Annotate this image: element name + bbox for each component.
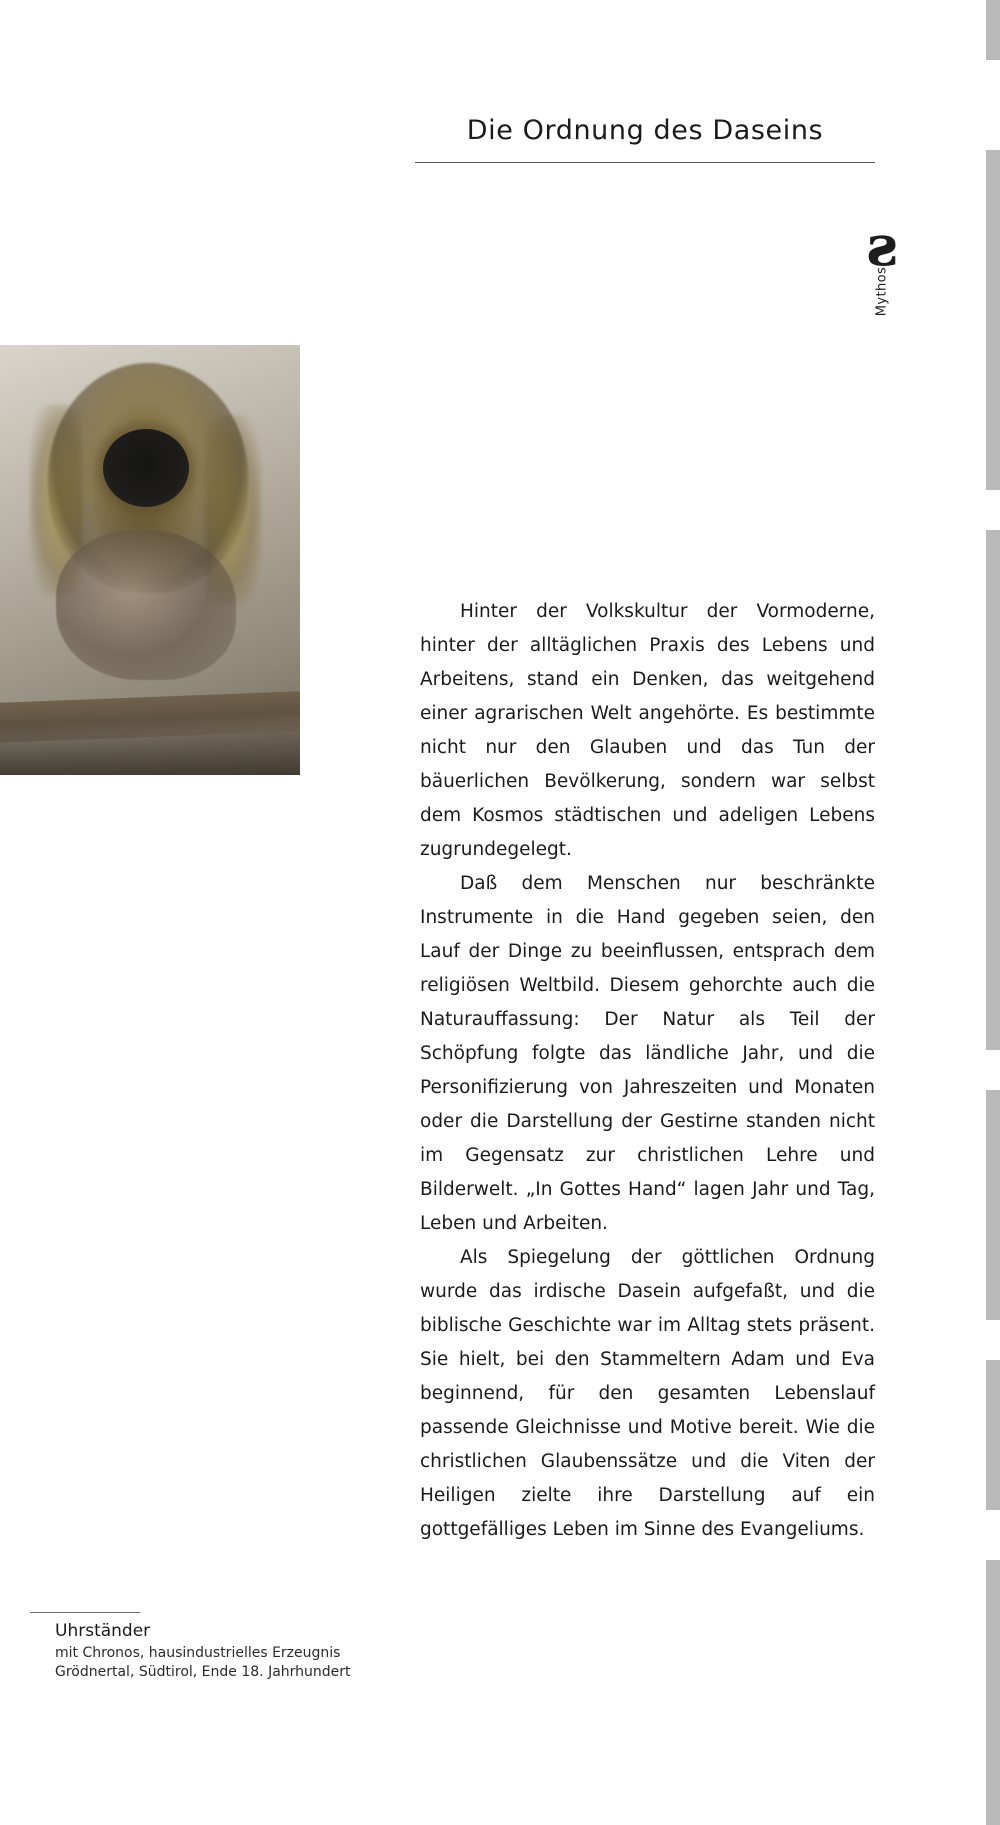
illustration-photo	[0, 345, 300, 775]
caption-divider	[30, 1612, 140, 1613]
body-text-column	[420, 595, 875, 1547]
photo-bottom-shadow	[0, 715, 300, 775]
body-paragraph: Daß dem Menschen nur beschränkte Instrumente in die Hand gegeben seien, den Lauf der Dinge zu beeinflussen, entsprach dem religiösen Weltbild. Diesem gehorchte auch die Naturauffassung: Der Natur als Teil der Schöpfung folgte das ländliche Jahr, und die Personifizierung von Jahreszeiten und Monaten oder die Darstellung der Gestirne standen nicht im Gegensatz zur christlichen Lehre und Bilderwelt. „In Gottes Hand“ lagen Jahr und Tag, Leben und Arbeiten.	[420, 873, 875, 1234]
caption-line-2: mit Chronos, hausindustrielles Erzeugnis	[55, 1645, 341, 1661]
page-edge-artifact	[986, 150, 1000, 490]
page-title: Die Ordnung des Daseins	[466, 115, 824, 146]
mythos-glyph-icon: ƨ	[866, 213, 898, 279]
title-divider	[415, 162, 875, 163]
margin-chapter-label: Mythos	[874, 266, 890, 317]
page-edge-artifact	[986, 0, 1000, 60]
body-paragraph: Hinter der Volkskultur der Vormoderne, hinter der alltäglichen Praxis des Lebens und Arbeitens, stand ein Denken, das weitgehend einer agrarischen Welt angehörte. Es bestimmte nicht nur den Glauben und das Tun der bäuerlichen Bevölkerung, sondern war selbst dem Kosmos städtischen und adeligen Lebens zugrundegelegt.	[420, 601, 875, 860]
body-paragraph: Als Spiegelung der göttlichen Ordnung wurde das irdische Dasein aufgefaßt, und die biblische Geschichte war im Alltag stets präsent. Sie hielt, bei den Stammeltern Adam und Eva beginnend, für den gesamten Lebenslauf passende Gleichnisse und Motive bereit. Wie die christlichen Glaubenssätze und die Viten der Heiligen zielte ihre Darstellung auf ein gottgefälliges Leben im Sinne des Evangeliums.	[420, 1247, 875, 1540]
page-edge-artifact	[986, 1560, 1000, 1825]
page-edge-artifact	[986, 1090, 1000, 1320]
photo-clock-opening	[103, 429, 189, 507]
caption-line-3: Grödnertal, Südtirol, Ende 18. Jahrhundert	[55, 1664, 351, 1680]
margin-chapter-marker	[862, 213, 902, 368]
page-edge-artifact	[986, 1360, 1000, 1510]
caption-title: Uhrständer	[55, 1621, 151, 1641]
page-edge-artifact	[986, 530, 1000, 1050]
photo-chronos-figure	[56, 530, 236, 680]
figure-caption	[55, 1620, 485, 1682]
